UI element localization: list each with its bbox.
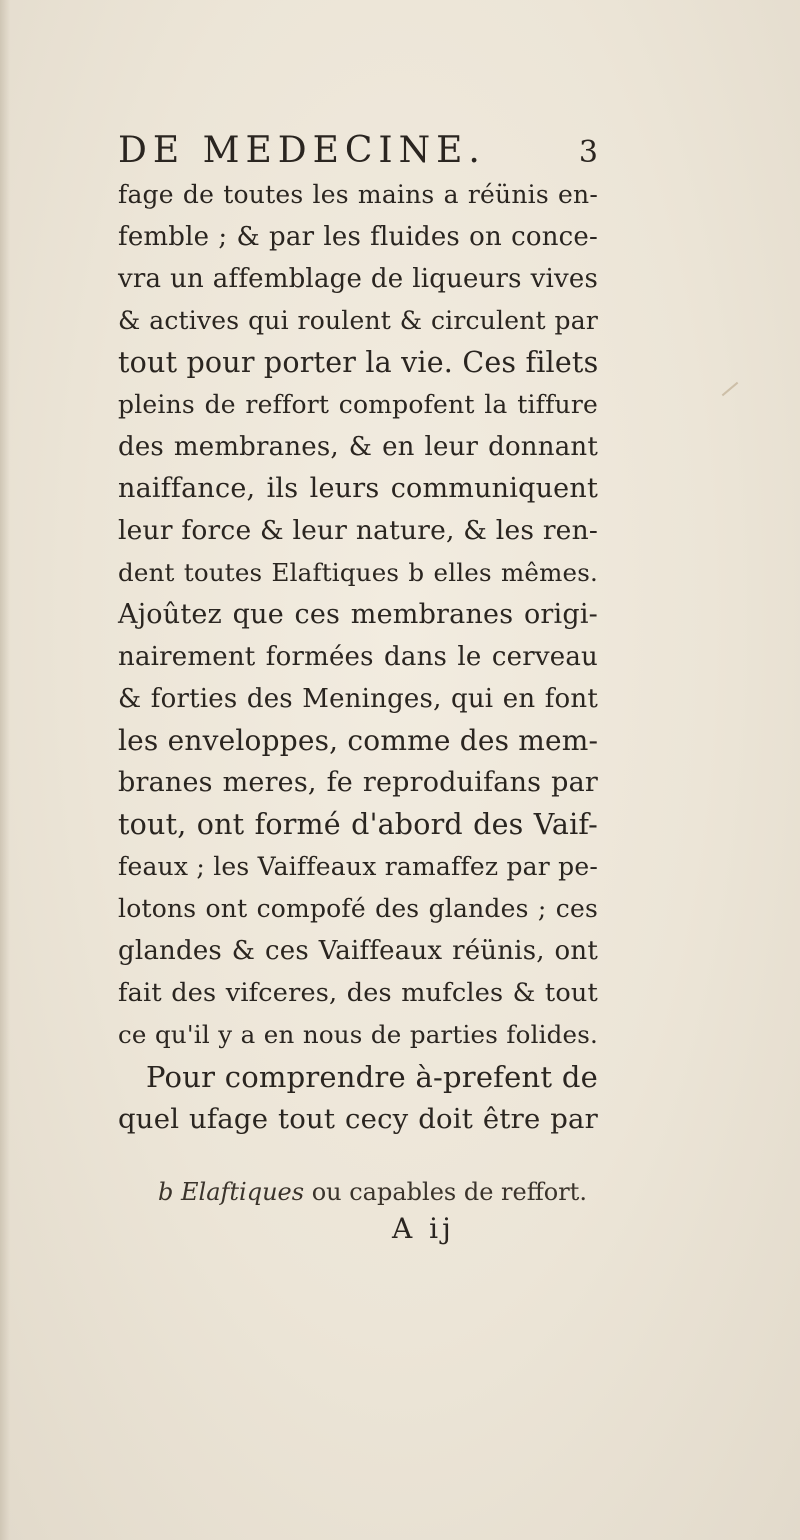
signature-mark: A ij [392, 1212, 455, 1245]
text-line: dent toutes Elaftiques b elles mêmes. [118, 558, 598, 587]
text-line: ce qu'il y a en nous de parties folides. [118, 1020, 598, 1049]
page-number: 3 [578, 135, 598, 170]
footnote [158, 1176, 598, 1208]
text-line: les enveloppes, comme des mem- [118, 724, 599, 757]
footnote-term: Elaftiques [181, 1178, 305, 1206]
footnote-text: ou capables de reffort. [304, 1178, 587, 1206]
text-line: tout, ont formé d'abord des Vaif- [118, 808, 598, 841]
running-head [118, 130, 598, 172]
running-head-title: DE MEDECINE. [118, 130, 486, 171]
text-line: naiffance, ils leurs communiquent [118, 473, 598, 504]
text-line: tout pour porter la vie. Ces filets [118, 346, 599, 379]
text-line: des membranes, & en leur donnant [118, 432, 598, 462]
text-line: & actives qui roulent & circulent par [118, 306, 598, 335]
text-line: & forties des Meninges, qui en font [118, 684, 598, 714]
text-line: feaux ; les Vaiffeaux ramaffez par pe- [118, 852, 598, 881]
page-edge-shadow [0, 0, 10, 1540]
text-line: nairement formées dans le cerveau [118, 642, 598, 672]
text-line: branes meres, fe reproduifans par [118, 767, 598, 798]
text-line: quel ufage tout cecy doit être par [118, 1103, 598, 1135]
footnote-marker: b [158, 1178, 174, 1206]
text-line: vra un affemblage de liqueurs vives [118, 264, 598, 294]
text-line: fait des vifceres, des mufcles & tout [118, 978, 598, 1008]
text-line: Ajoûtez que ces membranes origi- [118, 599, 598, 630]
text-line: leur force & leur nature, & les ren- [118, 515, 598, 546]
text-line: pleins de reffort compofent la tiffure [118, 390, 598, 419]
text-line: femble ; & par les fluides on conce- [118, 222, 598, 252]
text-line: lotons ont compofé des glandes ; ces [118, 894, 598, 923]
margin-mark [722, 382, 739, 396]
body-text [118, 174, 598, 1140]
text-line: glandes & ces Vaiffeaux réünis, ont [118, 936, 598, 966]
text-line: fage de toutes les mains a réünis en- [118, 180, 598, 209]
text-line: Pour comprendre à-prefent de [146, 1060, 598, 1094]
